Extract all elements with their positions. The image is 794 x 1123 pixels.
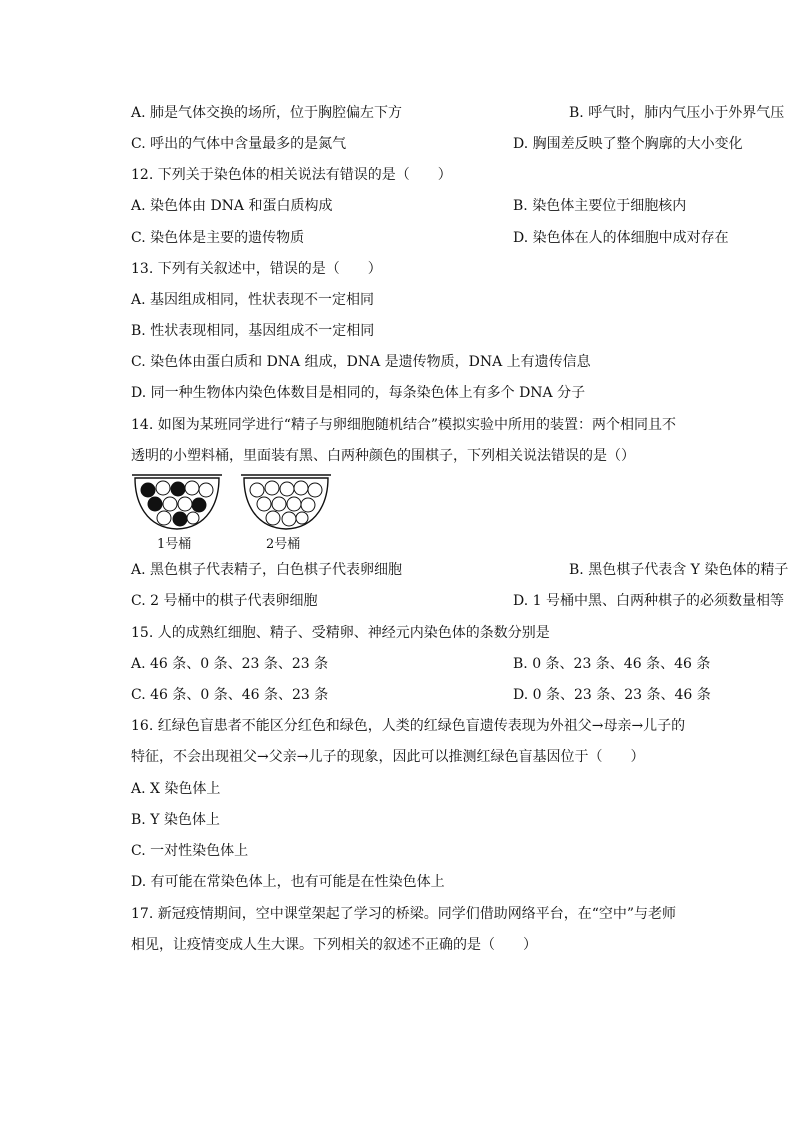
white-piece (157, 511, 171, 525)
white-piece (280, 482, 294, 496)
q14-option-d: D. 1 号桶中黑、白两种棋子的必须数量相等 (513, 593, 784, 609)
bucket-1 (132, 475, 222, 529)
q12-stem: 12. 下列关于染色体的相关说法有错误的是（ ） (131, 167, 452, 183)
q17-stem-line1: 17. 新冠疫情期间，空中课堂架起了学习的桥梁。同学们借助网络平台，在“空中”与老师 (131, 906, 677, 922)
q13-option-d: D. 同一种生物体内染色体数目是相同的，每条染色体上有多个 DNA 分子 (131, 385, 586, 401)
black-piece (141, 483, 155, 497)
q16-stem-line1: 16. 红绿色盲患者不能区分红色和绿色，人类的红绿色盲遗传表现为外祖父→母亲→儿子的 (131, 718, 686, 734)
q13-stem: 13. 下列有关叙述中，错误的是（ ） (131, 261, 382, 277)
q15-option-d: D. 0 条、23 条、23 条、46 条 (513, 687, 711, 703)
q11-option-a: A. 肺是气体交换的场所，位于胸腔偏左下方 (131, 105, 403, 121)
black-piece (171, 482, 185, 496)
q14-stem-line2: 透明的小塑料桶，里面装有黑、白两种颜色的围棋子，下列相关说法错误的是（） (131, 448, 635, 464)
q16-option-b: B. Y 染色体上 (131, 812, 220, 828)
q15-row1 (131, 655, 711, 673)
q12-option-c: C. 染色体是主要的遗传物质 (131, 230, 305, 246)
white-piece (163, 497, 177, 511)
q14-row1 (131, 561, 789, 579)
q14-option-b: B. 黑色棋子代表含 Y 染色体的精子 (569, 562, 789, 578)
white-piece (257, 497, 271, 511)
black-piece (192, 498, 206, 512)
white-piece (308, 483, 322, 497)
q14-row2 (131, 592, 784, 610)
q16-option-a: A. X 染色体上 (131, 781, 221, 797)
q17-stem-line2: 相见，让疫情变成人生大课。下列相关的叙述不正确的是（ ） (131, 937, 537, 953)
white-piece (294, 481, 308, 495)
q14-option-a: A. 黑色棋子代表精子，白色棋子代表卵细胞 (131, 562, 403, 578)
q13-option-b: B. 性状表现相同，基因组成不一定相同 (131, 323, 375, 339)
q12-option-a: A. 染色体由 DNA 和蛋白质构成 (131, 198, 333, 214)
white-piece (272, 497, 286, 511)
q13-option-c: C. 染色体由蛋白质和 DNA 组成，DNA 是遗传物质，DNA 上有遗传信息 (131, 354, 591, 370)
q15-option-b: B. 0 条、23 条、46 条、46 条 (513, 656, 711, 672)
black-piece (148, 497, 162, 511)
white-piece (156, 481, 170, 495)
black-piece (173, 512, 187, 526)
bucket-figure (130, 472, 340, 556)
q11-row1 (131, 104, 785, 122)
q13-option-a: A. 基因组成相同，性状表现不一定相同 (131, 292, 375, 308)
q15-option-c: C. 46 条、0 条、46 条、23 条 (131, 687, 329, 703)
q15-stem: 15. 人的成熟红细胞、精子、受精卵、神经元内染色体的条数分别是 (131, 625, 550, 641)
bucket-1-label: 1号桶 (157, 537, 192, 552)
bucket-2-label: 2号桶 (266, 537, 301, 552)
q12-row1 (131, 197, 687, 215)
q16-stem-line2: 特征，不会出现祖父→父亲→儿子的现象，因此可以推测红绿色盲基因位于（ ） (131, 749, 645, 765)
q14-option-c: C. 2 号桶中的棋子代表卵细胞 (131, 593, 318, 609)
white-piece (250, 483, 264, 497)
white-piece (178, 497, 192, 511)
q16-option-c: C. 一对性染色体上 (131, 843, 249, 859)
white-piece (296, 512, 308, 524)
white-piece (282, 512, 296, 526)
q11-option-b: B. 呼气时，肺内气压小于外界气压 (569, 105, 785, 121)
white-piece (185, 481, 199, 495)
white-piece (265, 481, 279, 495)
white-piece (301, 498, 315, 512)
white-piece (266, 511, 280, 525)
bucket-diagram (130, 472, 340, 536)
bucket-2 (241, 475, 331, 529)
q14-stem-line1: 14. 如图为某班同学进行“精子与卵细胞随机结合”模拟实验中所用的装置：两个相同且不 (131, 417, 677, 433)
q15-option-a: A. 46 条、0 条、23 条、23 条 (131, 656, 329, 672)
q11-option-d: D. 胸围差反映了整个胸廓的大小变化 (513, 136, 743, 152)
q16-option-d: D. 有可能在常染色体上，也有可能是在性染色体上 (131, 874, 445, 890)
q12-option-b: B. 染色体主要位于细胞核内 (513, 198, 687, 214)
q11-option-c: C. 呼出的气体中含量最多的是氮气 (131, 136, 347, 152)
q11-row2 (131, 135, 743, 153)
q12-option-d: D. 染色体在人的体细胞中成对存在 (513, 230, 729, 246)
white-piece (287, 497, 301, 511)
q15-row2 (131, 686, 711, 704)
q12-row2 (131, 229, 729, 247)
white-piece (187, 512, 199, 524)
white-piece (199, 483, 213, 497)
